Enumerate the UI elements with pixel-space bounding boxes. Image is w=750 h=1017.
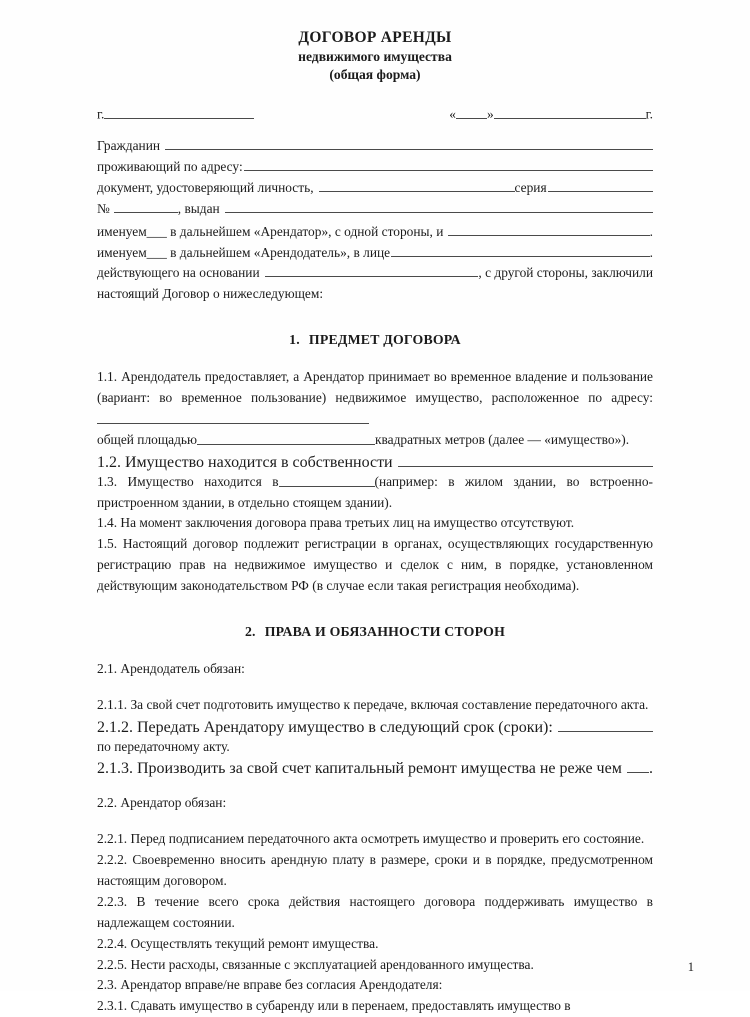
landlord-designation-row — [97, 243, 653, 264]
clause-1-2-label: 1.2. Имущество находится в собственности — [97, 453, 393, 471]
spacer-after-clause-2-1 — [97, 680, 653, 695]
tenant-designation-tail: . — [649, 223, 653, 239]
section-heading-rights-obligations — [97, 624, 653, 640]
issued-by-label: , выдан — [177, 200, 220, 216]
section-1-clauses — [97, 367, 653, 597]
issued-by-input-blank[interactable] — [225, 199, 653, 212]
document-title-block — [97, 0, 653, 84]
party-identification-block — [97, 136, 653, 305]
landlord-representative-input-blank[interactable] — [391, 243, 650, 256]
date-year-blank[interactable] — [598, 106, 646, 119]
date-field-group — [449, 106, 653, 122]
clause-1-1 — [97, 367, 653, 430]
series-input-blank[interactable] — [548, 179, 653, 192]
residence-address-input-blank[interactable] — [244, 158, 653, 171]
landlord-designation-label: именуем___ в дальнейшем «Арендодатель», в лице — [97, 244, 391, 260]
clause-1-3-location-blank[interactable] — [279, 473, 375, 486]
document-title-form-type: (общая форма) — [329, 66, 421, 82]
city-field-group — [97, 106, 254, 122]
clause-2-1-2-continuation: по передаточному акту. — [97, 738, 230, 754]
clause-1-1-area-line — [97, 430, 653, 451]
date-open-quote: « — [449, 106, 456, 122]
clause-2-2-2: 2.2.2. Своевременно вносить арендную плату в размере, сроки и в порядке, предусмотренном настоящим договором. — [97, 852, 653, 888]
clause-1-3 — [97, 472, 653, 514]
clause-1-1-area-tail: квадратных метров (далее — «имущество»). — [375, 431, 630, 447]
authority-basis-label: действующего на основании — [97, 265, 260, 281]
clause-2-1-3-frequency-blank[interactable] — [627, 757, 649, 773]
document-title-subject: недвижимого имущества — [298, 48, 452, 64]
authority-basis-row — [97, 263, 653, 284]
identity-document-input-blank[interactable] — [319, 179, 515, 192]
clause-2-1-3-tail: . — [649, 760, 653, 778]
citizen-label: Гражданин — [97, 138, 161, 154]
clause-2-3: 2.3. Арендатор вправе/не вправе без согласия Арендодателя: — [97, 977, 443, 993]
landlord-designation-tail: . — [649, 244, 653, 260]
citizen-field-row — [97, 136, 653, 157]
citizen-input-blank[interactable] — [165, 137, 653, 150]
clause-1-3-text-part-1: 1.3. Имущество находится в — [97, 473, 279, 489]
identity-document-label: документ, удостоверяющий личность, — [97, 179, 314, 195]
clause-2-1-2-label: 2.1.2. Передать Арендатору имущество в следующий срок (сроки): — [97, 718, 553, 736]
clause-1-4: 1.4. На момент заключения договора права третьих лиц на имущество отсутствуют. — [97, 515, 575, 531]
section-1-title: ПРЕДМЕТ ДОГОВОРА — [308, 332, 461, 348]
page-number: 1 — [687, 960, 694, 974]
section-1-number: 1. — [289, 332, 300, 348]
residence-address-field-row — [97, 157, 653, 178]
clause-2-2-1: 2.2.1. Перед подписанием передаточного акта осмотреть имущество и проверить его состояние. — [97, 831, 645, 847]
document-body — [97, 0, 653, 1017]
section-2-clauses — [97, 659, 653, 1017]
spacer-before-clause-2-2 — [97, 778, 653, 793]
tenant-name-input-blank[interactable] — [448, 222, 649, 235]
document-title-main: ДОГОВОР АРЕНДЫ — [298, 29, 452, 46]
date-month-blank[interactable] — [494, 106, 598, 119]
series-label: серия — [514, 179, 547, 195]
date-close-quote: » — [486, 106, 494, 122]
clause-1-2-owner-blank[interactable] — [398, 451, 653, 467]
clause-2-1-2 — [97, 716, 653, 737]
clause-2-1-3 — [97, 757, 653, 778]
document-number-label: № — [97, 200, 110, 216]
clause-1-1-area-blank[interactable] — [197, 432, 375, 445]
clause-1-1-address-blank[interactable] — [97, 411, 369, 424]
clause-2-2-3: 2.2.3. В течение всего срока действия настоящего договора поддерживать имущество в надлежащем состоянии. — [97, 893, 653, 930]
clause-1-2 — [97, 451, 653, 472]
clause-2-1-3-label: 2.1.3. Производить за свой счет капитальный ремонт имущества не реже чем — [97, 760, 622, 778]
clause-1-3-text-part-2: (например: в жилом здании, во встроенно-пристроенном здании, в отдельно стоящем здании). — [97, 473, 653, 510]
date-day-blank[interactable] — [456, 106, 487, 119]
section-heading-subject — [97, 332, 653, 348]
clause-2-2-5: 2.2.5. Нести расходы, связанные с эксплуатацией арендованного имущества. — [97, 956, 534, 972]
agreement-closing-line: настоящий Договор о нижеследующем: — [97, 286, 324, 302]
clause-2-3-1: 2.3.1. Сдавать имущество в субаренду или в перенаем, предоставлять имущество в — [97, 998, 571, 1014]
city-input-blank[interactable] — [104, 106, 254, 119]
document-number-field-row — [97, 199, 653, 220]
section-2-title: ПРАВА И ОБЯЗАННОСТИ СТОРОН — [264, 624, 506, 640]
clause-1-5: 1.5. Настоящий договор подлежит регистрации в органах, осуществляющих государственную регистрацию прав на недвижимое имущество и сделок с ним, в порядке, установленном действующим законодательством РФ (в случае если такая регистрация необходима). — [97, 536, 653, 594]
clause-2-1-1: 2.1.1. За свой счет подготовить имущество к передаче, включая составление передаточного акта. — [97, 696, 649, 712]
spacer-after-clause-2-2 — [97, 814, 653, 829]
clause-2-1-2-term-blank[interactable] — [558, 716, 653, 732]
clause-2-1: 2.1. Арендодатель обязан: — [97, 661, 245, 677]
clause-1-1-text-part-1: 1.1. Арендодатель предоставляет, а Арендатор принимает во временное владение и пользование (вариант: во временное пользование) недвижимое имущество, расположенное по адресу: — [97, 369, 653, 406]
tenant-designation-label: именуем___ в дальнейшем «Арендатор», с одной стороны, и — [97, 223, 444, 239]
city-date-row — [97, 106, 653, 122]
clause-1-1-area-label: общей площадью — [97, 431, 197, 447]
section-2-number: 2. — [244, 624, 256, 640]
authority-basis-tail: , с другой стороны, заключили — [478, 265, 653, 281]
authority-basis-input-blank[interactable] — [265, 264, 479, 277]
identity-document-field-row — [97, 178, 653, 199]
clause-2-2: 2.2. Арендатор обязан: — [97, 795, 227, 811]
city-label: г. — [97, 106, 105, 122]
date-year-suffix: г. — [645, 106, 653, 122]
tenant-designation-row — [97, 222, 653, 243]
residence-address-label: проживающий по адресу: — [97, 158, 243, 174]
clause-2-2-4: 2.2.4. Осуществлять текущий ремонт имущества. — [97, 935, 379, 951]
party-designation-block — [97, 222, 653, 306]
document-number-input-blank[interactable] — [114, 199, 178, 212]
